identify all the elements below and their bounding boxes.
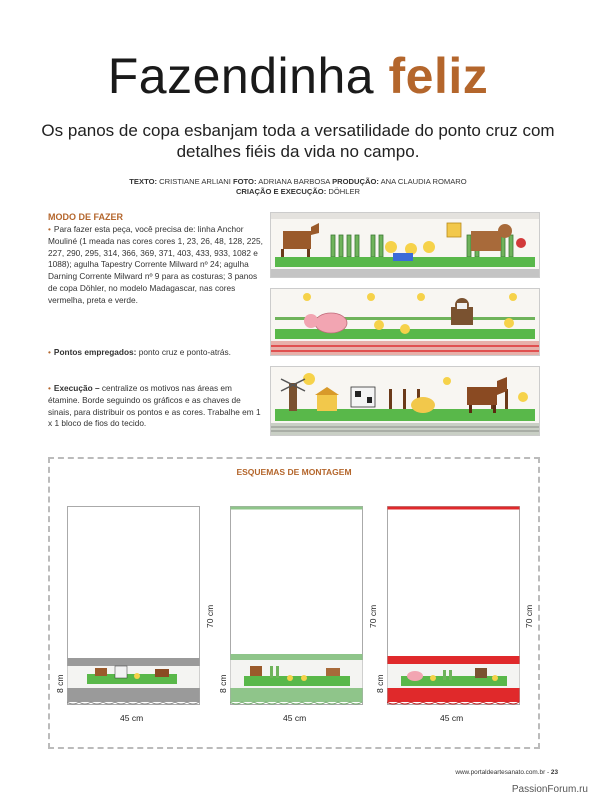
page-footer xyxy=(455,769,558,776)
page-number: 23 xyxy=(550,769,558,776)
subtitle: Os panos de copa esbanjam toda a versatilidade do ponto cruz com detalhes fiéis da vida no campo. xyxy=(41,121,555,161)
credit-foto-label: FOTO: xyxy=(233,177,257,186)
height-label: 70 cm xyxy=(205,604,215,628)
band-label: 8 cm xyxy=(218,674,228,693)
photo-red-towel xyxy=(270,288,540,356)
height-label: 70 cm xyxy=(368,604,378,628)
pontos-text: ponto cruz e ponto-atrás. xyxy=(138,347,231,357)
width-label: 45 cm xyxy=(440,713,464,723)
watermark: PassionForum.ru xyxy=(511,784,588,795)
width-label: 45 cm xyxy=(283,713,307,723)
execucao-label: Execução – xyxy=(53,383,100,393)
materials-text: Para fazer esta peça, você precisa de: linha Anchor Mouliné (1 meada nas cores cores 1, 23, 26, 48, 128, 225, 227, 290, 295, 314, 366, 369, 371, 403, 433, 933, 1082 e 1088); agulha Tapestry Corrente Milward nº 24; agulha Darning Corrente Milward nº 9 para as costuras; 3 panos de copa Döhler, no modelo Madagascar, nas cores vermelha, preta e verde. xyxy=(48,224,263,305)
credits-line-2 xyxy=(60,187,536,197)
band-label: 8 cm xyxy=(375,674,385,693)
footer-separator: - xyxy=(545,769,551,776)
photo-black-towel xyxy=(270,212,540,278)
towel-diagram-green xyxy=(230,506,363,706)
credits xyxy=(60,177,536,197)
section-heading-modo: MODO DE FAZER xyxy=(48,212,124,222)
bullet: • xyxy=(48,383,51,393)
pontos-label: Pontos empregados: xyxy=(53,347,137,357)
credit-criacao-label: CRIAÇÃO E EXECUÇÃO: xyxy=(235,187,327,196)
footer-site: www.portaldeartesanato.com.br xyxy=(455,769,546,776)
title-main: Fazendinha xyxy=(107,48,375,104)
credit-producao-value: ANA CLAUDIA ROMARO xyxy=(380,177,467,186)
width-label: 45 cm xyxy=(120,713,144,723)
credit-texto-value: CRISTIANE ARLIANI xyxy=(159,177,231,186)
height-label: 70 cm xyxy=(524,604,534,628)
towel-diagram-gray xyxy=(67,506,200,706)
execucao-text: centralize os motivos nas áreas em étamine. Borde seguindo os gráficos e as chaves de sinais, para distribuir os pontos e as cores. Trabalhe em 1 x 1 bloco de fios do tecido. xyxy=(48,383,261,429)
cross-stitch-photo xyxy=(271,289,539,355)
paragraph-pontos xyxy=(48,347,263,359)
page-title xyxy=(0,46,596,106)
schemes-title: ESQUEMAS DE MONTAGEM xyxy=(236,467,352,477)
paragraph-materials xyxy=(48,224,263,307)
bullet: • xyxy=(48,347,51,357)
credit-criacao-value: DÖHLER xyxy=(328,187,361,196)
photo-green-towel xyxy=(270,366,540,436)
cross-stitch-photo xyxy=(271,213,539,277)
towel-diagram-red xyxy=(387,506,520,706)
credit-producao-label: PRODUÇÃO: xyxy=(332,177,379,186)
title-accent: feliz xyxy=(388,48,489,104)
credits-line-1 xyxy=(60,177,536,187)
band-label: 8 cm xyxy=(55,674,65,693)
towel-diagram xyxy=(230,506,363,706)
bullet: • xyxy=(48,224,51,234)
credit-texto-label: TEXTO: xyxy=(129,177,158,186)
towel-diagram xyxy=(387,506,520,706)
towel-diagram xyxy=(67,506,200,706)
credit-foto-value: ADRIANA BARBOSA xyxy=(258,177,330,186)
cross-stitch-photo xyxy=(271,367,539,435)
paragraph-execucao xyxy=(48,383,263,430)
